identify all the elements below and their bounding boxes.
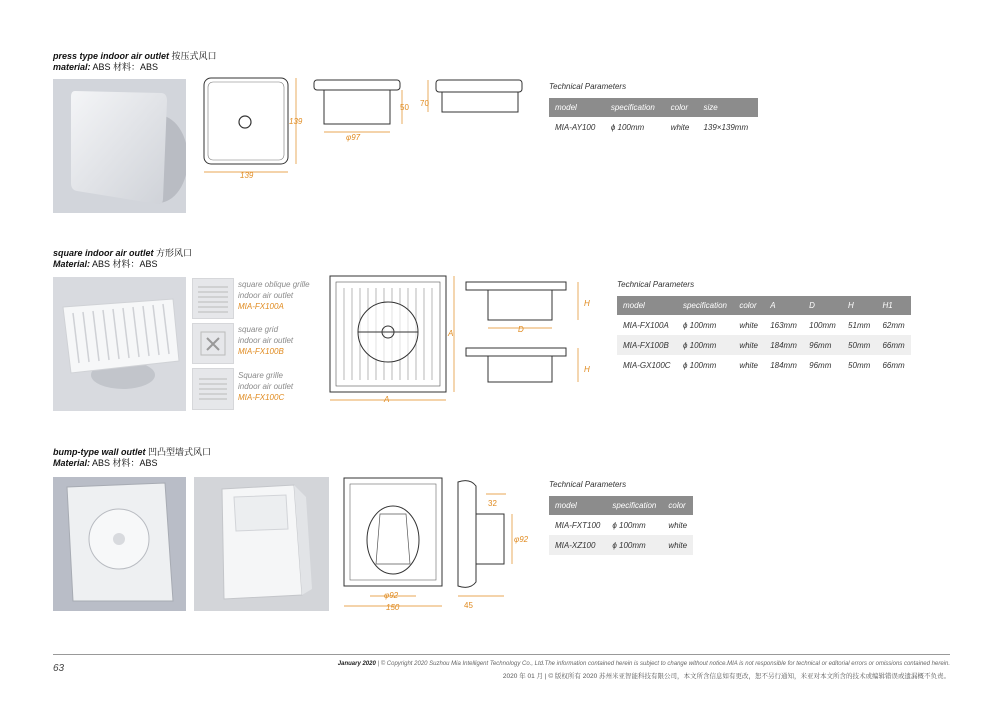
wall-front-drawing (340, 474, 450, 612)
variant-label-b: square grid indoor air outlet MIA-FX100B (238, 325, 294, 356)
table-row: MIA-FX100A ϕ 100mm white 163mm 100mm 51mm 62mm (623, 320, 905, 330)
variant-thumb-c (192, 368, 234, 410)
section1-title: press type indoor air outlet 按压式风口 material: ABS 材料：ABS (53, 51, 217, 72)
wall-outlet-photo-1 (53, 477, 186, 611)
dim-side-dia-label: φ92 (514, 535, 529, 544)
col-header: model (617, 296, 677, 315)
square-front-drawing (322, 272, 462, 408)
footer-copyright-cn: 2020 年 01 月 | © 版权所有 2020 苏州米亚智能科技有限公司，本文所含信息如有更改，恕不另行通知，米亚对本文所含的技术或编辑错误或遗漏概不负责。 (502, 673, 950, 680)
dim-h1-label: 50 (400, 103, 409, 112)
dim-32-label: 32 (488, 499, 497, 508)
press-front-drawing (198, 74, 308, 184)
col-header: D (803, 296, 842, 315)
col-header: color (665, 98, 698, 117)
table-row: MIA-GX100C ϕ 100mm white 184mm 96mm 50mm 66mm (623, 360, 905, 370)
col-header: A (764, 296, 803, 315)
variant-label-c: Square grille indoor air outlet MIA-FX100C (238, 371, 294, 402)
table-row: MIA-AY100 ϕ 100mm white 139×139mm (555, 122, 749, 132)
footer-date: January 2020 (337, 661, 376, 667)
square-outlet-photo (53, 277, 186, 411)
tech-params-table-2 (617, 296, 911, 375)
dim-width-label: 139 (240, 171, 254, 180)
dim-h-label-1: H (584, 299, 590, 308)
col-header: H1 (876, 296, 911, 315)
variant-label-a: square oblique grille indoor air outlet MIA-FX100A (238, 280, 310, 311)
dim-a-bottom: A (384, 395, 390, 404)
square-side-drawings (464, 276, 604, 386)
col-header: model (549, 496, 606, 515)
tech-params-table-1 (549, 98, 758, 137)
footer-divider (53, 654, 950, 655)
col-header: specification (606, 496, 662, 515)
wall-outlet-photo-2 (194, 477, 329, 611)
tech-params-title-1: Technical Parameters (549, 82, 627, 91)
dim-a-side: A (448, 329, 454, 338)
tech-params-table-3 (549, 496, 693, 555)
dim-dia1-label: φ92 (384, 591, 399, 600)
press-section-drawing (418, 76, 528, 126)
dim-45-label: 45 (464, 601, 473, 610)
press-outlet-photo (53, 79, 186, 213)
table-row: MIA-XZ100 ϕ 100mm white (549, 535, 693, 555)
dim-width150-label: 150 (386, 603, 400, 612)
table-row: MIA-FX100B ϕ 100mm white 184mm 96mm 50mm 66mm (617, 335, 911, 355)
section2-title: square indoor air outlet 方形风口 Material: ABS 材料：ABS (53, 248, 193, 269)
col-header: H (842, 296, 876, 315)
table-row: MIA-FXT100 ϕ 100mm white (555, 520, 688, 530)
footer-copyright-en: January 2020 | © Copyright 2020 Suzhou Mia Intelligent Technology Co., Ltd.The information contained herein is subject to change without notice.MIA is not responsible for technical or editorial errors or omissions contained herein. (337, 661, 950, 667)
tech-params-title-2: Technical Parameters (617, 280, 695, 289)
variant-thumb-a (192, 278, 234, 319)
dim-h2-label: 70 (420, 99, 429, 108)
col-header: model (549, 98, 605, 117)
col-header: specification (677, 296, 733, 315)
section3-title: bump-type wall outlet 凹凸型墙式风口 Material: ABS 材料：ABS (53, 447, 212, 468)
tech-params-title-3: Technical Parameters (549, 480, 627, 489)
page-number: 63 (53, 663, 65, 674)
variant-thumb-b (192, 323, 234, 364)
dim-height-label: 139 (289, 117, 303, 126)
press-side-drawing (312, 76, 422, 146)
dim-h-label-2: H (584, 365, 590, 374)
wall-side-drawing (452, 474, 532, 612)
dim-d-label: D (518, 325, 524, 334)
dim-dia-label: φ97 (346, 133, 361, 142)
col-header: color (733, 296, 764, 315)
col-header: color (662, 496, 693, 515)
col-header: size (697, 98, 758, 117)
col-header: specification (605, 98, 665, 117)
